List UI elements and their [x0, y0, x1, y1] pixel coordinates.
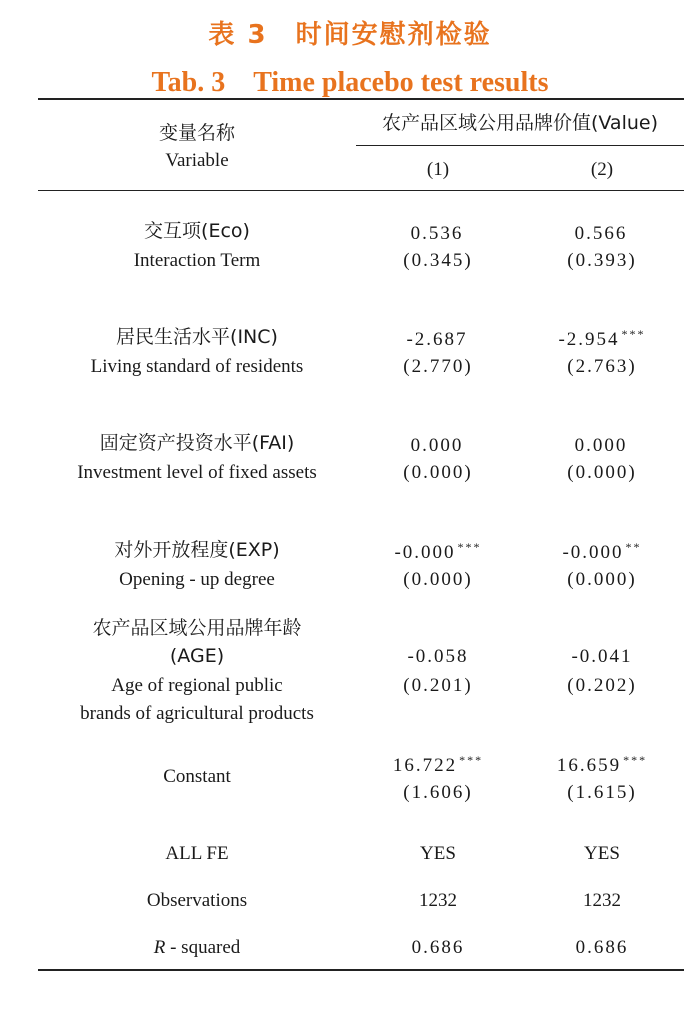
- top-rule: [38, 98, 684, 100]
- row-label-en: Opening - up degree: [119, 569, 275, 590]
- obs-cell: 1232: [583, 890, 621, 911]
- coef-cell: -2.687: [406, 329, 468, 350]
- coef-cell: -0.058: [407, 646, 469, 667]
- coef-cell: 0.000: [574, 435, 628, 456]
- se-cell: (0.000): [567, 462, 637, 483]
- row-label-cn: 交互项(Eco): [144, 220, 250, 242]
- row-label-constant: Constant: [163, 766, 231, 787]
- header-group-label: 农产品区域公用品牌价值(Value): [381, 112, 658, 134]
- row-label-en-cont: brands of agricultural products: [80, 703, 314, 724]
- se-cell: (0.393): [567, 250, 637, 271]
- fe-cell: YES: [420, 843, 456, 864]
- table-title-en: Tab. 3 Time placebo test results: [151, 67, 549, 98]
- se-cell: (1.615): [567, 782, 637, 803]
- row-label-en: Investment level of fixed assets: [77, 462, 317, 483]
- fe-cell: YES: [584, 843, 620, 864]
- se-cell: (0.201): [403, 675, 473, 696]
- bottom-rule: [38, 969, 684, 971]
- row-label-en: Interaction Term: [133, 250, 261, 271]
- row-label-cn: 农产品区域公用品牌年龄: [92, 617, 302, 639]
- coef-cell: 0.536: [410, 223, 464, 244]
- row-label-observations: Observations: [146, 890, 248, 911]
- header-mid-rule: [356, 145, 684, 146]
- coef-cell: 16.722 ***: [392, 753, 484, 776]
- se-cell: (0.000): [403, 569, 473, 590]
- coef-cell: -2.954 ***: [558, 327, 646, 350]
- se-cell: (0.202): [567, 675, 637, 696]
- header-variable-cn: 变量名称: [158, 122, 235, 144]
- se-cell: (0.000): [403, 462, 473, 483]
- se-cell: (0.000): [567, 569, 637, 590]
- row-label-en: Age of regional public: [111, 675, 283, 696]
- row-label-r-squared: R - squared: [153, 937, 241, 958]
- coef-cell: -0.000 ***: [394, 540, 482, 563]
- row-label-cn-code: (AGE): [169, 645, 225, 667]
- table-title-cn: 表 3 时间安慰剂检验: [208, 20, 492, 50]
- header-col2: (2): [590, 159, 614, 180]
- header-rule: [38, 190, 684, 191]
- se-cell: (0.345): [403, 250, 473, 271]
- row-label-cn: 居民生活水平(INC): [116, 326, 278, 348]
- coef-cell: 0.000: [410, 435, 464, 456]
- se-cell: (2.770): [403, 356, 473, 377]
- coef-cell: 16.659 ***: [556, 753, 648, 776]
- header-variable-en: Variable: [165, 150, 229, 171]
- row-label-en: Living standard of residents: [90, 356, 304, 377]
- se-cell: (1.606): [403, 782, 473, 803]
- header-col1: (1): [426, 159, 450, 180]
- obs-cell: 1232: [419, 890, 457, 911]
- coef-cell: -0.000 **: [562, 540, 642, 563]
- rsq-cell: 0.686: [575, 937, 629, 958]
- coef-cell: -0.041: [571, 646, 633, 667]
- coef-cell: 0.566: [574, 223, 628, 244]
- se-cell: (2.763): [567, 356, 637, 377]
- rsq-cell: 0.686: [411, 937, 465, 958]
- row-label-cn: 对外开放程度(EXP): [114, 539, 280, 561]
- row-label-all-fe: ALL FE: [165, 843, 229, 864]
- row-label-cn: 固定资产投资水平(FAI): [99, 432, 295, 454]
